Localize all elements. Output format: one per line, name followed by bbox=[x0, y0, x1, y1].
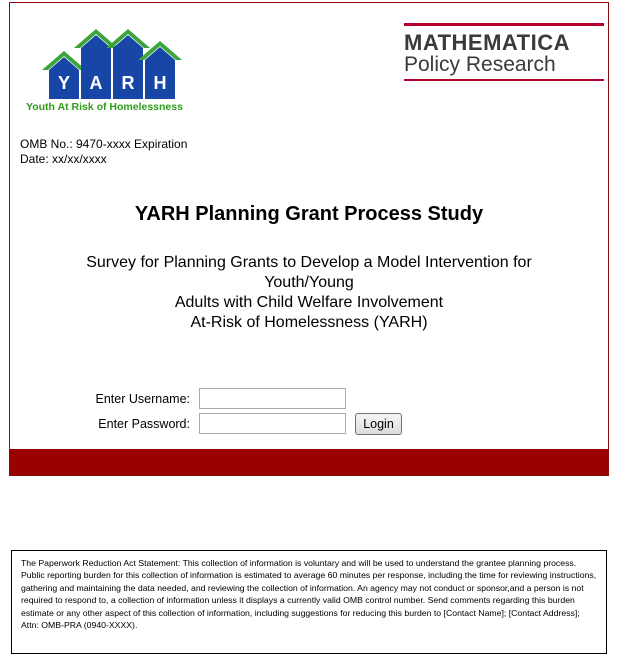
yarh-house-a bbox=[74, 29, 118, 99]
password-input[interactable] bbox=[199, 413, 346, 434]
omb-notice bbox=[20, 137, 280, 167]
header-bottom-banner bbox=[10, 449, 608, 475]
yarh-letter-h: H bbox=[153, 73, 167, 93]
subtitle-line: At-Risk of Homelessness (YARH) bbox=[190, 314, 428, 331]
paperwork-reduction-act-statement: The Paperwork Reduction Act Statement: This collection of information is voluntary and will be used to understand the grantee planning process. Public reporting burden for this collection of information is estimated to average 60 minutes per response, including the time for reviewing instructions, gathering and maintaining the data needed, and reviewing the collection of information. An agency may not conduct or sponsor,and a person is not required to respond to, a collection of information unless it displays a currently valid OMB control number. Send comments regarding this burden estimate or any other aspect of this collection of information, including suggestions for reducing this burden to [Contact Name]; [Contact Address]; Attn: OMB-PRA (0940-XXXX). bbox=[11, 550, 607, 654]
mathematica-logo bbox=[404, 23, 604, 81]
survey-header-panel bbox=[9, 2, 609, 476]
password-row bbox=[10, 413, 608, 437]
yarh-tagline: Youth At Risk of Homelessness bbox=[26, 101, 183, 113]
login-button[interactable]: Login bbox=[355, 413, 402, 435]
subtitle-line: Youth/Young bbox=[264, 274, 354, 291]
yarh-letter-r: R bbox=[121, 73, 135, 93]
survey-subtitle bbox=[50, 253, 568, 333]
username-row bbox=[10, 388, 608, 412]
yarh-letter-a: A bbox=[89, 73, 103, 93]
username-label: Enter Username: bbox=[95, 392, 190, 406]
password-label: Enter Password: bbox=[98, 417, 190, 431]
omb-number: OMB No.: 9470-xxxx Expiration bbox=[20, 137, 188, 151]
omb-expiration-date: Date: xx/xx/xxxx bbox=[20, 152, 107, 166]
mathematica-logo-subtitle: Policy Research bbox=[404, 53, 556, 76]
mathematica-logo-underline bbox=[404, 79, 604, 81]
page-title: YARH Planning Grant Process Study bbox=[134, 203, 484, 225]
mathematica-logo-name: MATHEMATICA bbox=[404, 30, 570, 55]
yarh-letter-y: Y bbox=[57, 73, 71, 93]
username-input[interactable] bbox=[199, 388, 346, 409]
subtitle-line: Survey for Planning Grants to Develop a Model Intervention for bbox=[86, 254, 532, 271]
mathematica-logo-rule bbox=[404, 23, 604, 26]
yarh-house-h bbox=[138, 41, 182, 99]
yarh-house-y bbox=[42, 51, 86, 99]
subtitle-line: Adults with Child Welfare Involvement bbox=[174, 294, 444, 311]
yarh-house-r bbox=[106, 29, 150, 99]
